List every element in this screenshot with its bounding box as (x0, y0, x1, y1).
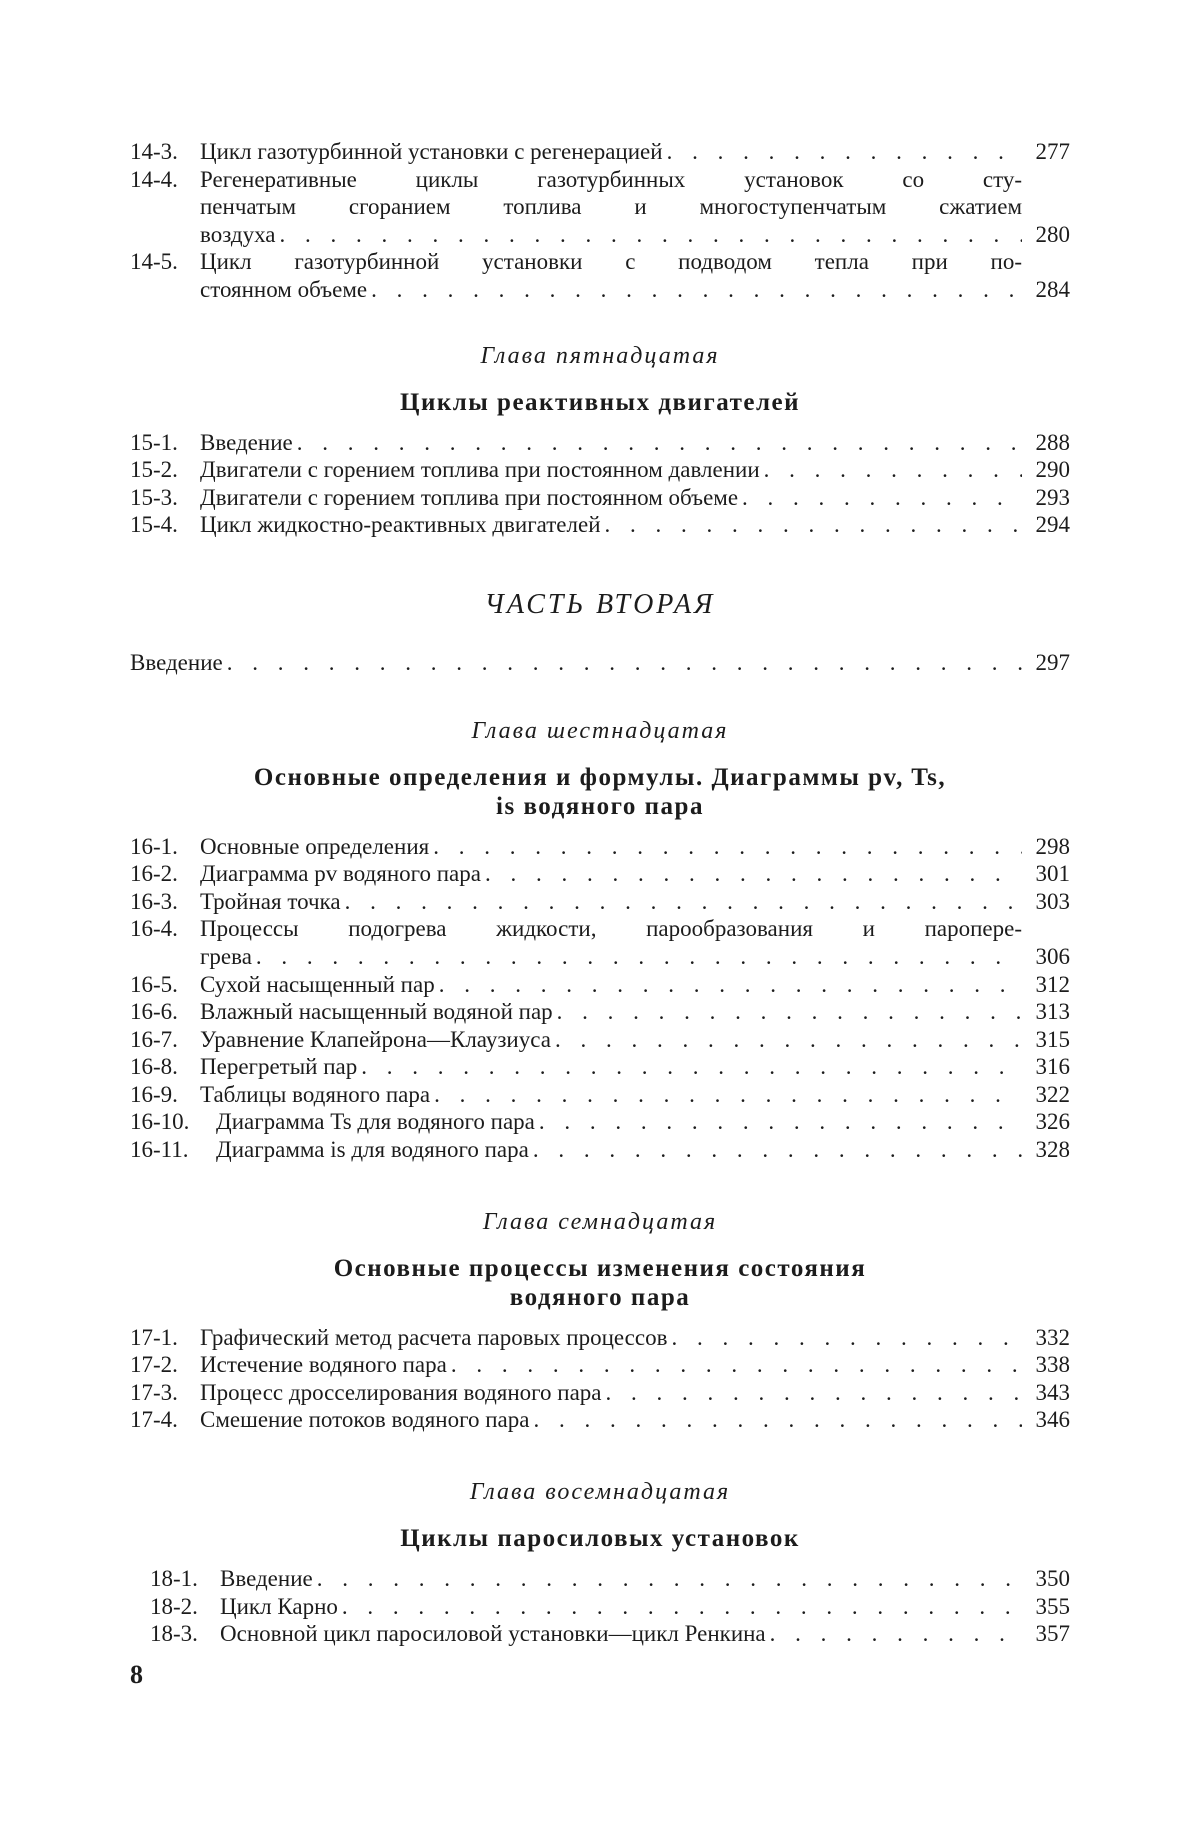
entry-number: 18-2. (150, 1593, 198, 1619)
entry-number: 16-8. (130, 1054, 178, 1080)
chapter17-entries (130, 1324, 1070, 1434)
chapter14-entries (130, 138, 1070, 304)
toc-entry (130, 456, 1070, 484)
entry-number: 18-1. (150, 1566, 198, 1592)
toc-entry (130, 1108, 1070, 1136)
dot-leader (481, 860, 1022, 888)
entry-number: 15-2. (130, 457, 178, 483)
entry-title: Введение (130, 649, 223, 675)
dot-leader (766, 1620, 1022, 1648)
entry-title: Уравнение Клапейрона—Клаузиуса (200, 1026, 551, 1052)
dot-leader (341, 888, 1022, 916)
chapter17-label: Глава семнадцатая (482, 1208, 718, 1235)
dot-leader (357, 1053, 1022, 1081)
entry-title: Диаграмма Ts для водяного пара (216, 1109, 535, 1135)
entry-page: 312 (1035, 971, 1070, 997)
chapter17-title-line: водяного пара (509, 1283, 691, 1311)
entry-number: 14-3. (130, 139, 178, 164)
entry-title: Смешение потоков водяного пара (200, 1407, 530, 1433)
entry-title: Двигатели с горением топлива при постоянном объеме (200, 484, 739, 510)
entry-title: Графический метод расчета паровых процессов (200, 1324, 668, 1350)
chapter16-label: Глава шестнадцатая (471, 717, 729, 744)
entry-page: 293 (1035, 484, 1070, 510)
entry-number: 16-1. (130, 833, 178, 859)
entry-title: Цикл Карно (220, 1593, 338, 1619)
toc-entry (130, 1351, 1070, 1379)
entry-page: 346 (1035, 1407, 1070, 1433)
dot-leader (367, 276, 1022, 304)
entry-page: 357 (1035, 1621, 1070, 1647)
entry-title: Введение (200, 429, 293, 455)
entry-title: Перегретый пар (200, 1054, 358, 1080)
entry-page: 315 (1035, 1026, 1070, 1052)
entry-page: 284 (1035, 276, 1070, 302)
toc-entry (130, 166, 1070, 249)
entry-title: Истечение водяного пара (200, 1352, 447, 1378)
chapter18-label: Глава восемнадцатая (469, 1479, 731, 1506)
entry-number: 18-3. (150, 1621, 198, 1647)
toc-entry (130, 1379, 1070, 1407)
entry-page: 280 (1035, 221, 1070, 247)
entry-number: 17-4. (130, 1407, 178, 1433)
toc-entry (130, 860, 1070, 888)
entry-title: Введение (220, 1566, 313, 1592)
entry-title: Цикл газотурбинной установки с регенерацией (200, 139, 663, 164)
toc-entry (130, 1593, 1070, 1621)
entry-title-line: грева (200, 943, 252, 969)
dot-leader (667, 1324, 1022, 1352)
entry-number: 14-5. (130, 249, 178, 275)
entry-page: 294 (1035, 512, 1070, 538)
dot-leader (529, 1136, 1022, 1164)
entry-title: Основной цикл паросиловой установки—цикл Ренкина (220, 1621, 766, 1647)
dot-leader (535, 1108, 1022, 1136)
page-number: 8 (130, 1660, 143, 1689)
entry-page: 277 (1035, 139, 1070, 164)
toc-entry (130, 888, 1070, 916)
entry-page: 328 (1035, 1137, 1070, 1163)
dot-leader (430, 1081, 1022, 1109)
toc-entry (130, 138, 1070, 166)
entry-page: 290 (1035, 457, 1070, 483)
entry-number: 16-6. (130, 999, 178, 1025)
dot-leader (601, 511, 1022, 539)
toc-entry (130, 484, 1070, 512)
dot-leader (293, 429, 1022, 457)
entry-page: 297 (1035, 649, 1070, 675)
chapter17-title-line: Основные процессы изменения состояния (333, 1254, 867, 1282)
entry-number: 15-1. (130, 429, 178, 455)
entry-title-line: пенчатым сгоранием топлива и многоступенчатым сжатием (200, 194, 1022, 220)
entry-title-line: Регенеративные циклы газотурбинных установок со сту- (200, 166, 1022, 192)
entry-title: Диаграмма pv водяного пара (200, 861, 481, 887)
toc-entry (130, 915, 1070, 970)
entry-page: 326 (1035, 1109, 1070, 1135)
table-of-contents (130, 138, 1070, 1648)
entry-title: Таблицы водяного пара (200, 1081, 431, 1107)
dot-leader (275, 221, 1022, 249)
entry-number: 16-4. (130, 916, 178, 942)
dot-leader (313, 1565, 1022, 1593)
entry-title: Диаграмма is для водяного пара (216, 1137, 529, 1163)
toc-entry (130, 429, 1070, 457)
entry-page: 301 (1035, 861, 1070, 887)
part2-title: ЧАСТЬ ВТОРАЯ (484, 588, 716, 620)
dot-leader (429, 833, 1022, 861)
entry-page: 343 (1035, 1379, 1070, 1405)
entry-page: 316 (1035, 1054, 1070, 1080)
dot-leader (738, 484, 1022, 512)
dot-leader (447, 1351, 1022, 1379)
chapter16-entries (130, 833, 1070, 1164)
toc-entry (130, 1324, 1070, 1352)
entry-title: Цикл жидкостно-реактивных двигателей (200, 512, 601, 538)
entry-number: 16-9. (130, 1081, 178, 1107)
toc-entry (130, 971, 1070, 999)
entry-number: 16-3. (130, 888, 178, 914)
entry-number: 14-4. (130, 166, 178, 192)
entry-title: Процесс дросселирования водяного пара (200, 1379, 602, 1405)
entry-page: 298 (1035, 833, 1070, 859)
dot-leader (663, 138, 1022, 166)
dot-leader (435, 971, 1022, 999)
dot-leader (338, 1593, 1022, 1621)
entry-page: 288 (1035, 429, 1070, 455)
entry-page: 322 (1035, 1081, 1070, 1107)
entry-title: Тройная точка (200, 888, 341, 914)
chapter15-entries (130, 429, 1070, 539)
entry-number: 16-7. (130, 1026, 178, 1052)
toc-entry (130, 1136, 1070, 1164)
entry-page: 332 (1035, 1324, 1070, 1350)
toc-entry (130, 1026, 1070, 1054)
dot-leader (529, 1406, 1022, 1434)
entry-number: 16-5. (130, 971, 178, 997)
dot-leader (553, 998, 1022, 1026)
chapter16-title-line: Основные определения и формулы. Диаграммы pv, Ts, (253, 763, 947, 791)
entry-number: 16-2. (130, 861, 178, 887)
dot-leader (760, 456, 1022, 484)
dot-leader (551, 1026, 1022, 1054)
entry-page: 338 (1035, 1352, 1070, 1378)
entry-number: 15-4. (130, 512, 178, 538)
entry-title-line: стоянном объеме (200, 276, 368, 302)
entry-number: 17-2. (130, 1352, 178, 1378)
chapter15-title: Циклы реактивных двигателей (400, 388, 800, 416)
entry-title-line: воздуха (200, 221, 276, 247)
entry-number: 16-11. (130, 1137, 189, 1163)
entry-title: Влажный насыщенный водяной пар (200, 999, 553, 1025)
chapter18-entries (130, 1565, 1070, 1648)
entry-number: 16-10. (130, 1109, 190, 1135)
entry-page: 306 (1035, 943, 1070, 969)
entry-number: 15-3. (130, 484, 178, 510)
entry-page: 350 (1035, 1566, 1070, 1592)
entry-title: Основные определения (200, 833, 430, 859)
toc-entry (130, 649, 1070, 677)
entry-number: 17-1. (130, 1324, 178, 1350)
entry-title-line: Процессы подогрева жидкости, парообразования и паропере- (200, 916, 1022, 942)
toc-entry (130, 1406, 1070, 1434)
toc-entry (130, 998, 1070, 1026)
toc-entry (130, 511, 1070, 539)
entry-title: Сухой насыщенный пар (200, 971, 435, 997)
toc-entry (130, 1081, 1070, 1109)
entry-number: 17-3. (130, 1379, 178, 1405)
toc-entry (130, 1053, 1070, 1081)
chapter16-title-line: is водяного пара (496, 792, 704, 820)
dot-leader (602, 1379, 1022, 1407)
toc-entry (130, 1565, 1070, 1593)
entry-page: 355 (1035, 1593, 1070, 1619)
dot-leader (252, 943, 1022, 971)
entry-page: 313 (1035, 999, 1070, 1025)
chapter18-title: Циклы паросиловых установок (400, 1525, 800, 1553)
chapter15-label: Глава пятнадцатая (480, 342, 720, 369)
toc-entry (130, 833, 1070, 861)
entry-title: Двигатели с горением топлива при постоянном давлении (200, 457, 760, 483)
dot-leader (223, 649, 1022, 677)
entry-title-line: Цикл газотурбинной установки с подводом тепла при по- (200, 249, 1022, 275)
entry-page: 303 (1035, 888, 1070, 914)
toc-entry (130, 1620, 1070, 1648)
toc-entry (130, 248, 1070, 303)
